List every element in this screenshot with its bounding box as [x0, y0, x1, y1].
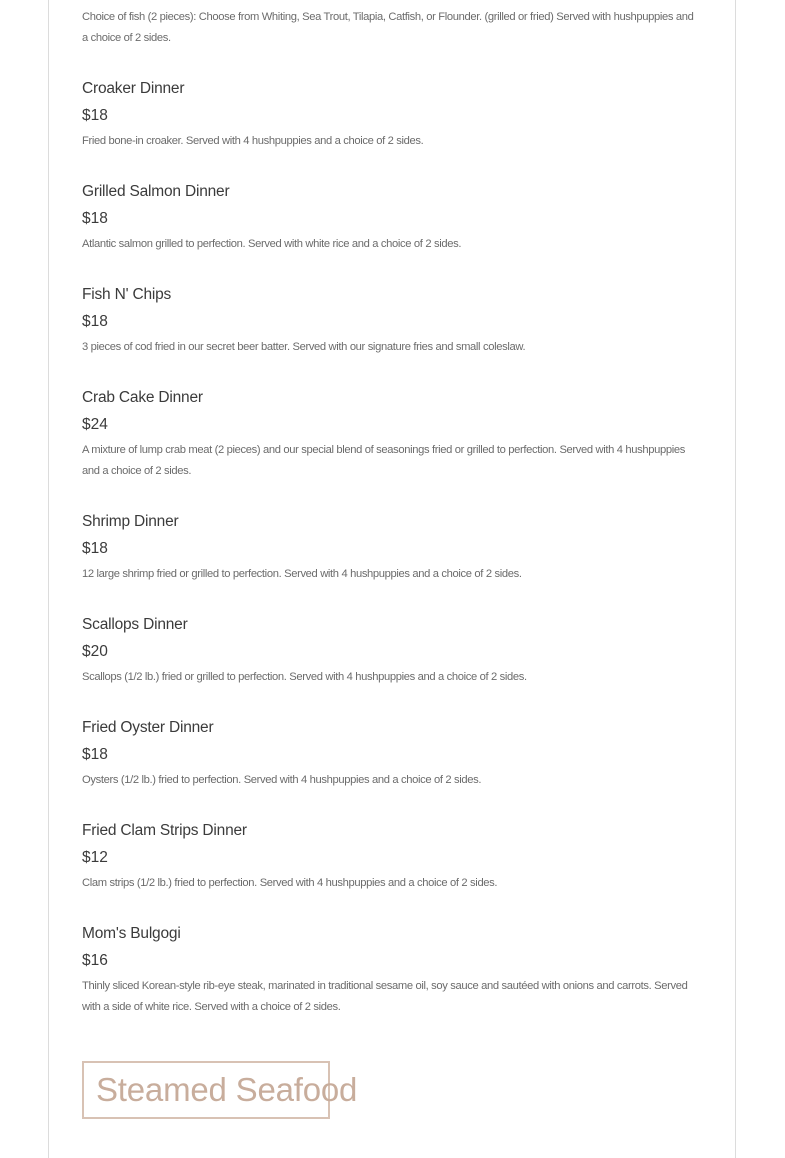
menu-item-price: $20: [82, 643, 108, 660]
menu-item-description: Thinly sliced Korean-style rib-eye steak, marinated in traditional sesame oil, soy sauce and sautéed with onions and carrots. Served with a side of white rice. Served with a choice of 2 sides.: [82, 980, 688, 1013]
menu-item-shrimp-dinner: [82, 512, 702, 585]
menu-item-moms-bulgogi: [82, 924, 702, 1018]
menu-item-description: Atlantic salmon grilled to perfection. Served with white rice and a choice of 2 sides.: [82, 238, 462, 250]
menu-item-crab-cake-dinner: [82, 388, 702, 482]
menu-item-price: $18: [82, 210, 108, 227]
menu-item-price: $18: [82, 540, 108, 557]
menu-item-price: $18: [82, 746, 108, 763]
menu-item-price: $16: [82, 952, 108, 969]
menu-item-description: Oysters (1/2 lb.) fried to perfection. Served with 4 hushpuppies and a choice of 2 sides.: [82, 774, 482, 786]
menu-item-description: Clam strips (1/2 lb.) fried to perfection. Served with 4 hushpuppies and a choice of 2 sides.: [82, 877, 498, 889]
menu-item-price: $12: [82, 849, 108, 866]
menu-item-price: $24: [82, 416, 108, 433]
menu-item-description: 12 large shrimp fried or grilled to perfection. Served with 4 hushpuppies and a choice of 2 sides.: [82, 568, 522, 580]
menu-item-name: Fried Clam Strips Dinner: [82, 822, 247, 839]
menu-item-name: Shrimp Dinner: [82, 513, 179, 530]
menu-item-name: Mom's Bulgogi: [82, 925, 181, 942]
menu-item-croaker-dinner: [82, 79, 702, 152]
menu-item-name: Fish N' Chips: [82, 286, 172, 303]
section-heading-box: [82, 1061, 358, 1119]
menu-item-fried-oyster-dinner: [82, 718, 702, 791]
menu-item-fried-clam-strips-dinner: [82, 821, 702, 894]
menu-item-scallops-dinner: [82, 615, 702, 688]
menu-item-name: Fried Oyster Dinner: [82, 719, 214, 736]
menu-item-name: Grilled Salmon Dinner: [82, 183, 230, 200]
menu-item-name: Scallops Dinner: [82, 616, 188, 633]
menu-item-fish-n-chips: [82, 285, 702, 358]
menu-item-name: Crab Cake Dinner: [82, 389, 203, 406]
section-title: Steamed Seafood: [96, 1071, 358, 1108]
menu-item-description: 3 pieces of cod fried in our secret beer batter. Served with our signature fries and small coleslaw.: [82, 341, 526, 353]
menu-item-price: $18: [82, 107, 108, 124]
menu-item-description: A mixture of lump crab meat (2 pieces) and our special blend of seasonings fried or grilled to perfection. Served with 4 hushpuppies and a choice of 2 sides.: [82, 444, 686, 477]
menu-item-name: Croaker Dinner: [82, 80, 185, 97]
menu-item-description: Scallops (1/2 lb.) fried or grilled to perfection. Served with 4 hushpuppies and a choice of 2 sides.: [82, 671, 527, 683]
menu-item-description: Choice of fish (2 pieces): Choose from Whiting, Sea Trout, Tilapia, Catfish, or Flounder. (grilled or fried) Served with hushpuppies and a choice of 2 sides.: [82, 11, 694, 44]
menu-item-price: $18: [82, 313, 108, 330]
menu-item-description: Fried bone-in croaker. Served with 4 hushpuppies and a choice of 2 sides.: [82, 135, 424, 147]
menu-item-grilled-salmon-dinner: [82, 182, 702, 255]
